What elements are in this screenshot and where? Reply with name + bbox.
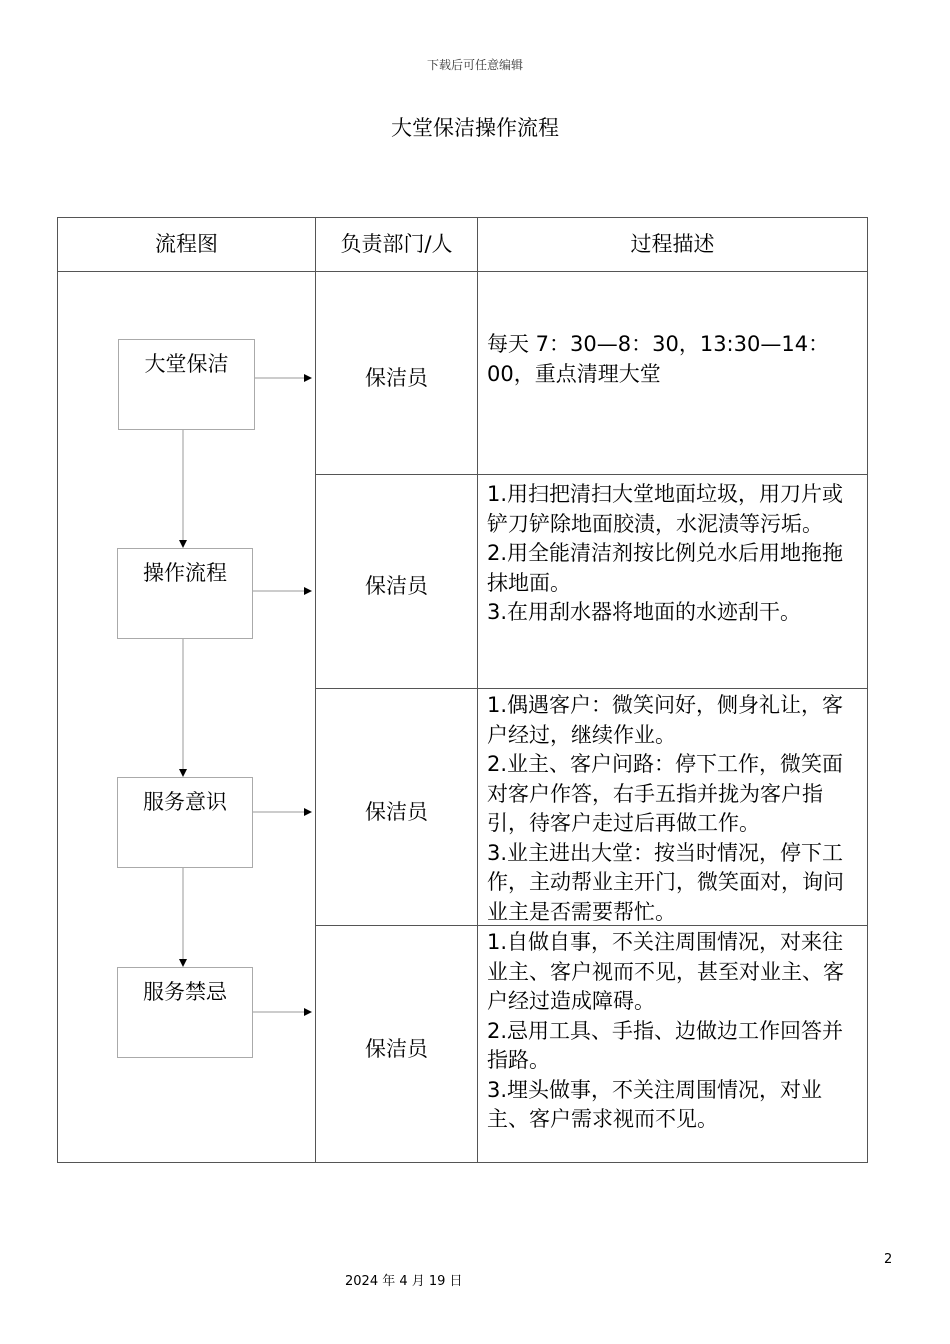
desc-line: 1.偶遇客户：微笑问好，侧身礼让，客户经过，继续作业。 <box>487 693 844 747</box>
desc-line: 3.埋头做事，不关注周围情况，对业主、客户需求视而不见。 <box>487 1077 823 1131</box>
column-header-description: 过程描述 <box>630 232 715 256</box>
flow-step-service-taboos: 服务禁忌 <box>117 967 253 1058</box>
column-header-department: 负责部门/人 <box>340 232 453 256</box>
document-title: 大堂保洁操作流程 <box>391 116 559 140</box>
desc-cell-4 <box>487 928 855 1135</box>
desc-line: 2.业主、客户问路：停下工作，微笑面对客户作答，右手五指并拢为客户指引，待客户走过后再做工作。 <box>487 752 844 835</box>
desc-line: 1.自做自事，不关注周围情况，对来往业主、客户视而不见，甚至对业主、客户经过造成障碍。 <box>487 930 844 1013</box>
dept-cell-2: 保洁员 <box>365 574 428 598</box>
dept-cell-4: 保洁员 <box>365 1037 428 1061</box>
desc-line: 3.在用刮水器将地面的水迹刮干。 <box>487 600 802 624</box>
desc-line: 每天 7：30—8：30，13:30—14：00，重点清理大堂 <box>487 332 830 386</box>
desc-line: 2.用全能清洁剂按比例兑水后用地拖拖抹地面。 <box>487 541 844 595</box>
page-number: 2 <box>884 1252 893 1267</box>
desc-cell-3 <box>487 691 855 927</box>
header-note: 下载后可任意编辑 <box>426 58 523 72</box>
desc-line: 1.用扫把清扫大堂地面垃圾，用刀片或铲刀铲除地面胶渍，水泥渍等污垢。 <box>487 482 844 536</box>
flow-step-service-awareness: 服务意识 <box>117 777 253 868</box>
desc-line: 3.业主进出大堂：按当时情况，停下工作，主动帮业主开门，微笑面对，询问业主是否需要帮忙。 <box>487 840 844 924</box>
desc-cell-2 <box>487 480 855 628</box>
column-header-flowchart: 流程图 <box>155 232 218 256</box>
flow-step-operation-process: 操作流程 <box>117 548 253 639</box>
footer-date: 2024 年 4 月 19 日 <box>345 1274 463 1289</box>
desc-cell-1 <box>487 330 855 389</box>
dept-cell-1: 保洁员 <box>365 366 428 390</box>
dept-cell-3: 保洁员 <box>365 800 428 824</box>
desc-line: 2.忌用工具、手指、边做边工作回答并指路。 <box>487 1018 844 1072</box>
flow-step-lobby-cleaning: 大堂保洁 <box>118 339 255 430</box>
